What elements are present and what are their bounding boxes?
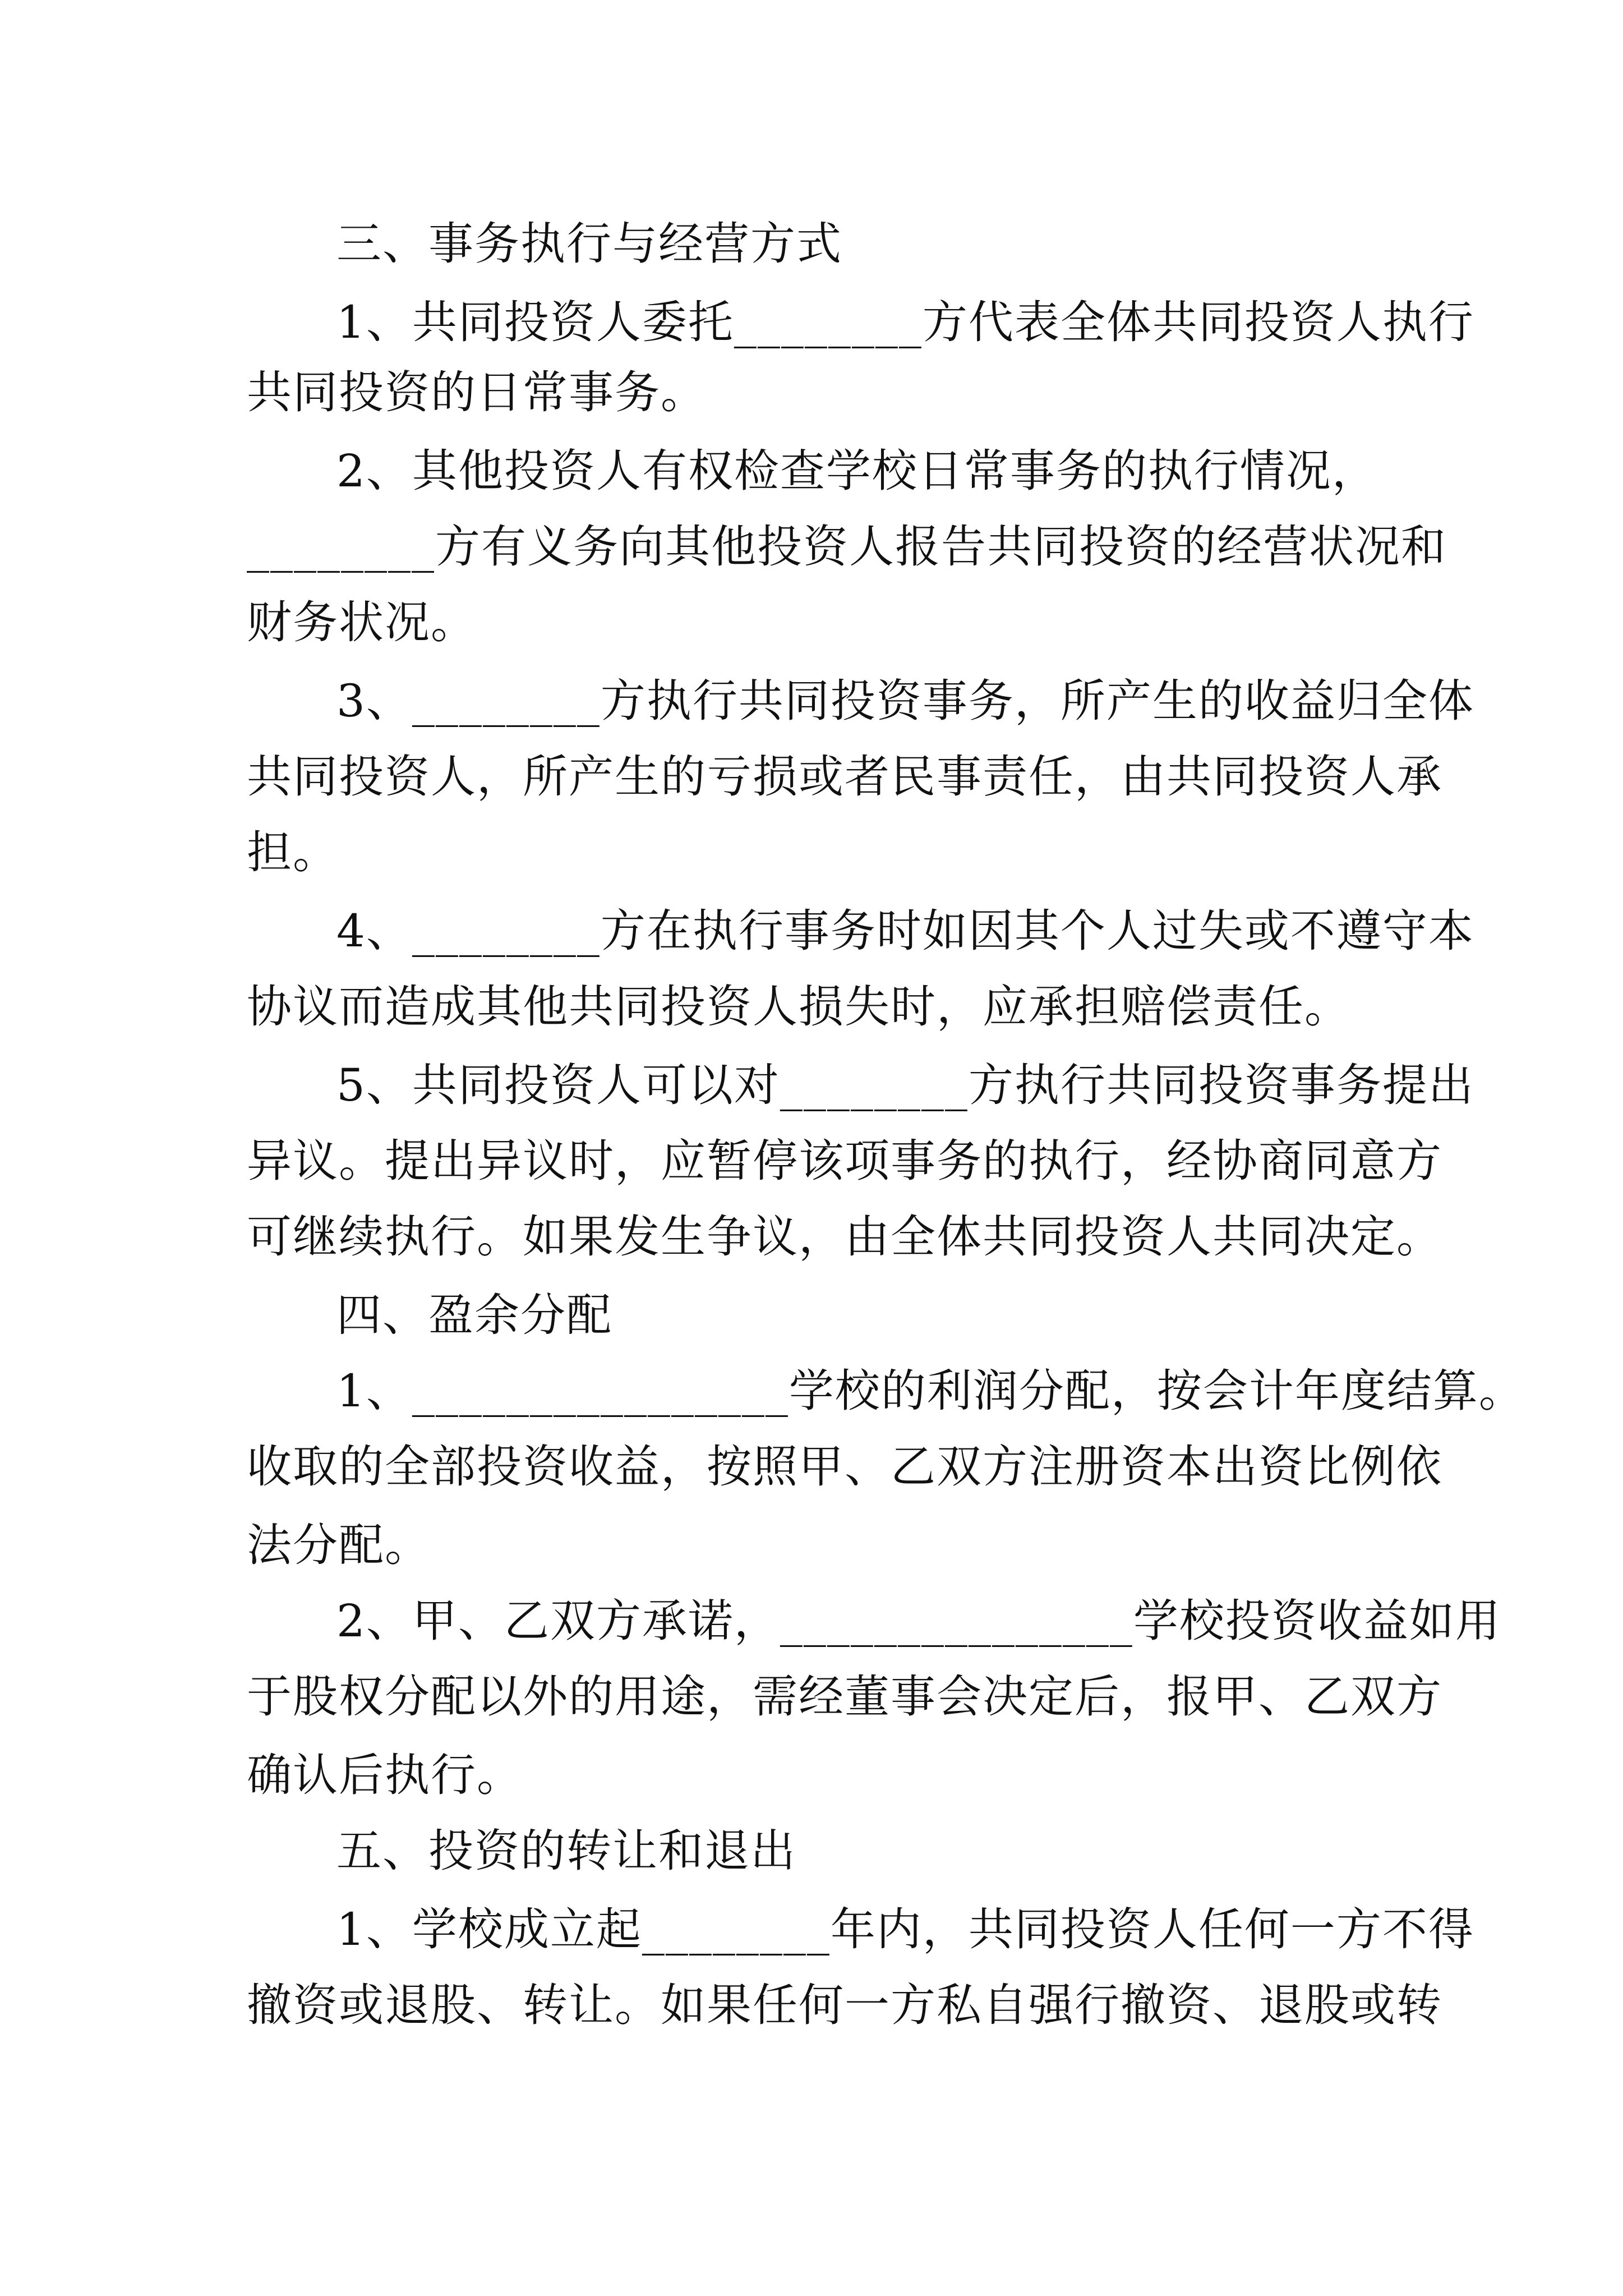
paragraph-line: 确认后执行。 [247,1749,523,1801]
paragraph-line: 1、共同投资人委托________方代表全体共同投资人执行 [336,296,1474,348]
paragraph-line: 财务状况。 [247,596,477,648]
paragraph-line: 收取的全部投资收益，按照甲、乙双方注册资本出资比例依 [247,1441,1442,1493]
paragraph-line: 可继续执行。如果发生争议，由全体共同投资人共同决定。 [247,1211,1442,1263]
section-heading-4: 四、盈余分配 [336,1289,612,1341]
paragraph-line: 4、________方在执行事务时如因其个人过失或不遵守本 [336,905,1474,957]
paragraph-line: 3、________方执行共同投资事务，所产生的收益归全体 [336,675,1474,727]
paragraph-line: 共同投资的日常事务。 [247,366,707,418]
paragraph-line: 2、其他投资人有权检查学校日常事务的执行情况， [336,445,1378,497]
paragraph-line: 协议而造成其他共同投资人损失时，应承担赔偿责任。 [247,981,1350,1033]
section-heading-3: 三、事务执行与经营方式 [336,218,842,270]
paragraph-line: 5、共同投资人可以对________方执行共同投资事务提出 [336,1059,1474,1111]
paragraph-line: 担。 [247,826,339,878]
paragraph-line: 于股权分配以外的用途，需经董事会决定后，报甲、乙双方 [247,1671,1442,1723]
paragraph-line: 撤资或退股、转让。如果任何一方私自强行撤资、退股或转 [247,1979,1442,2031]
paragraph-line: 异议。提出异议时，应暂停该项事务的执行，经协商同意方 [247,1135,1442,1187]
paragraph-line: ________方有义务向其他投资人报告共同投资的经营状况和 [247,521,1447,573]
paragraph-line: 2、甲、乙双方承诺，_______________学校投资收益如用 [336,1595,1501,1647]
paragraph-line: 共同投资人，所产生的亏损或者民事责任，由共同投资人承 [247,751,1442,803]
paragraph-line: 1、________________学校的利润分配，按会计年度结算。 [336,1365,1525,1417]
section-heading-5: 五、投资的转让和退出 [336,1825,796,1877]
paragraph-line: 1、学校成立起________年内，共同投资人任何一方不得 [336,1903,1474,1955]
paragraph-line: 法分配。 [247,1519,431,1571]
